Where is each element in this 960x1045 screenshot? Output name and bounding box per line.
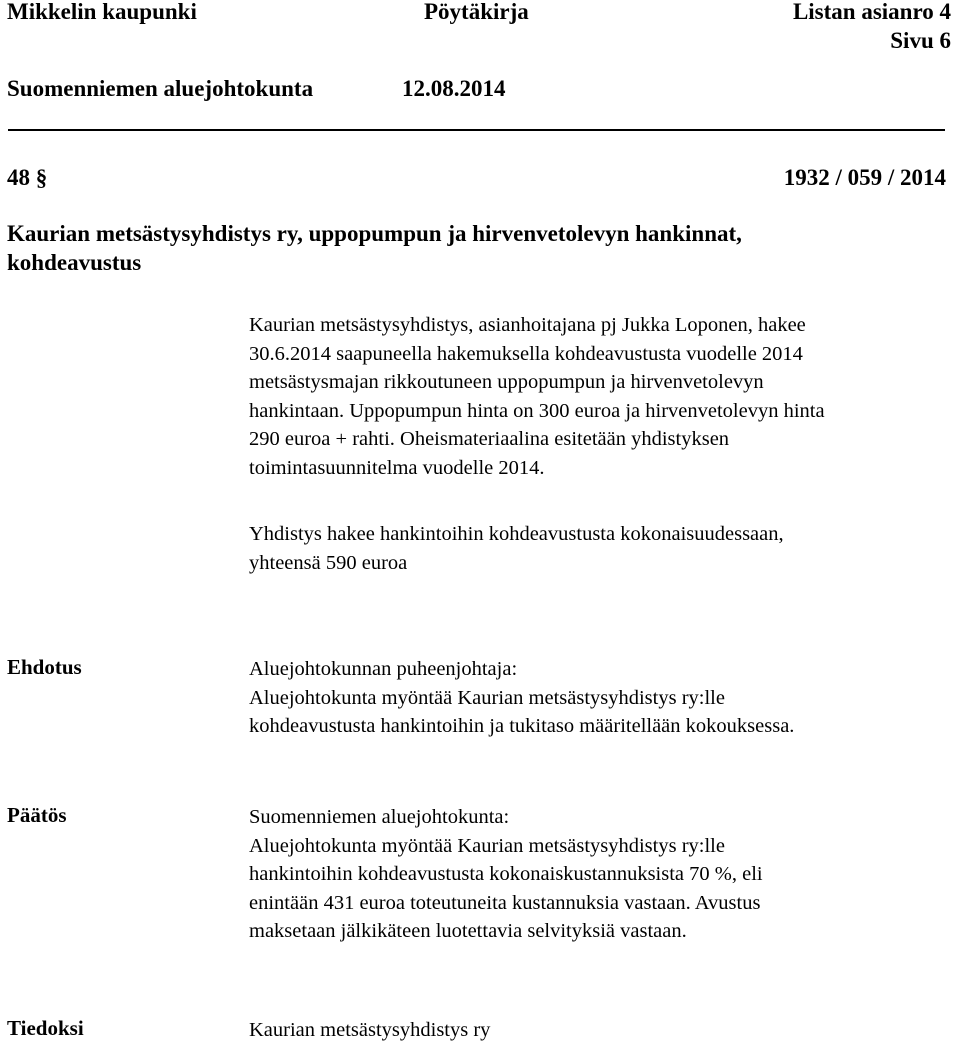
text-line: maksetaan jälkikäteen luotettavia selvityksiä vastaan. — [249, 920, 687, 942]
text-line: Kaurian metsästysyhdistys, asianhoitajana pj Jukka Loponen, hakee — [249, 314, 806, 336]
text-line: 290 euroa + rahti. Oheismateriaalina esitetään yhdistyksen — [249, 428, 730, 450]
text-line: metsästysmajan rikkoutuneen uppopumpun ja hirvenvetolevyn — [249, 371, 764, 393]
committee-name: Suomenniemen aluejohtokunta — [7, 76, 314, 101]
section-title-line: Kaurian metsästysyhdistys ry, uppopumpun ja hirvenvetolevyn hankinnat, — [7, 221, 742, 246]
decision-label: Päätös — [7, 803, 67, 827]
item-number: Listan asianro 4 — [792, 0, 951, 24]
text-line: 30.6.2014 saapuneella hakemuksella kohdeavustusta vuodelle 2014 — [249, 342, 803, 365]
text-line: Yhdistys hakee hankintoihin kohdeavustusta kokonaisuudessaan, — [249, 523, 784, 545]
text-line: kohdeavustusta hankintoihin ja tukitaso määritellään kokouksessa. — [249, 715, 795, 737]
proposal-text — [249, 655, 794, 741]
section-title — [7, 219, 742, 277]
text-line: enintään 431 euroa toteutuneita kustannuksia vastaan. Avustus — [249, 891, 761, 914]
description-paragraph — [249, 311, 825, 482]
text-line: Kaurian metsästysyhdistys ry — [249, 1019, 491, 1041]
notice-label: Tiedoksi — [7, 1016, 84, 1040]
city-name: Mikkelin kaupunki — [7, 0, 197, 24]
proposal-label: Ehdotus — [7, 655, 82, 679]
text-line: Aluejohtokunta myöntää Kaurian metsästysyhdistys ry:lle — [249, 834, 725, 857]
meeting-date: 12.08.2014 — [402, 76, 506, 101]
notice-text — [249, 1016, 490, 1045]
decision-text — [249, 803, 763, 946]
text-line: hankintaan. Uppopumpun hinta on 300 euroa ja hirvenvetolevyn hinta — [249, 399, 825, 422]
document-type: Pöytäkirja — [424, 0, 529, 24]
header-divider — [8, 129, 945, 131]
case-reference: 1932 / 059 / 2014 — [783, 165, 946, 190]
page-number: Sivu 6 — [890, 28, 951, 53]
text-line: hankintoihin kohdeavustusta kokonaiskustannuksista 70 %, eli — [249, 863, 763, 885]
description-paragraph-2 — [249, 520, 784, 577]
section-number: 48 § — [7, 165, 48, 190]
text-line: Suomenniemen aluejohtokunta: — [249, 806, 510, 828]
text-line: Aluejohtokunta myöntää Kaurian metsästysyhdistys ry:lle — [249, 686, 725, 709]
text-line: yhteensä 590 euroa — [249, 551, 408, 574]
section-title-line: kohdeavustus — [7, 250, 142, 275]
text-line: toimintasuunnitelma vuodelle 2014. — [249, 456, 545, 479]
text-line: Aluejohtokunnan puheenjohtaja: — [249, 658, 518, 680]
